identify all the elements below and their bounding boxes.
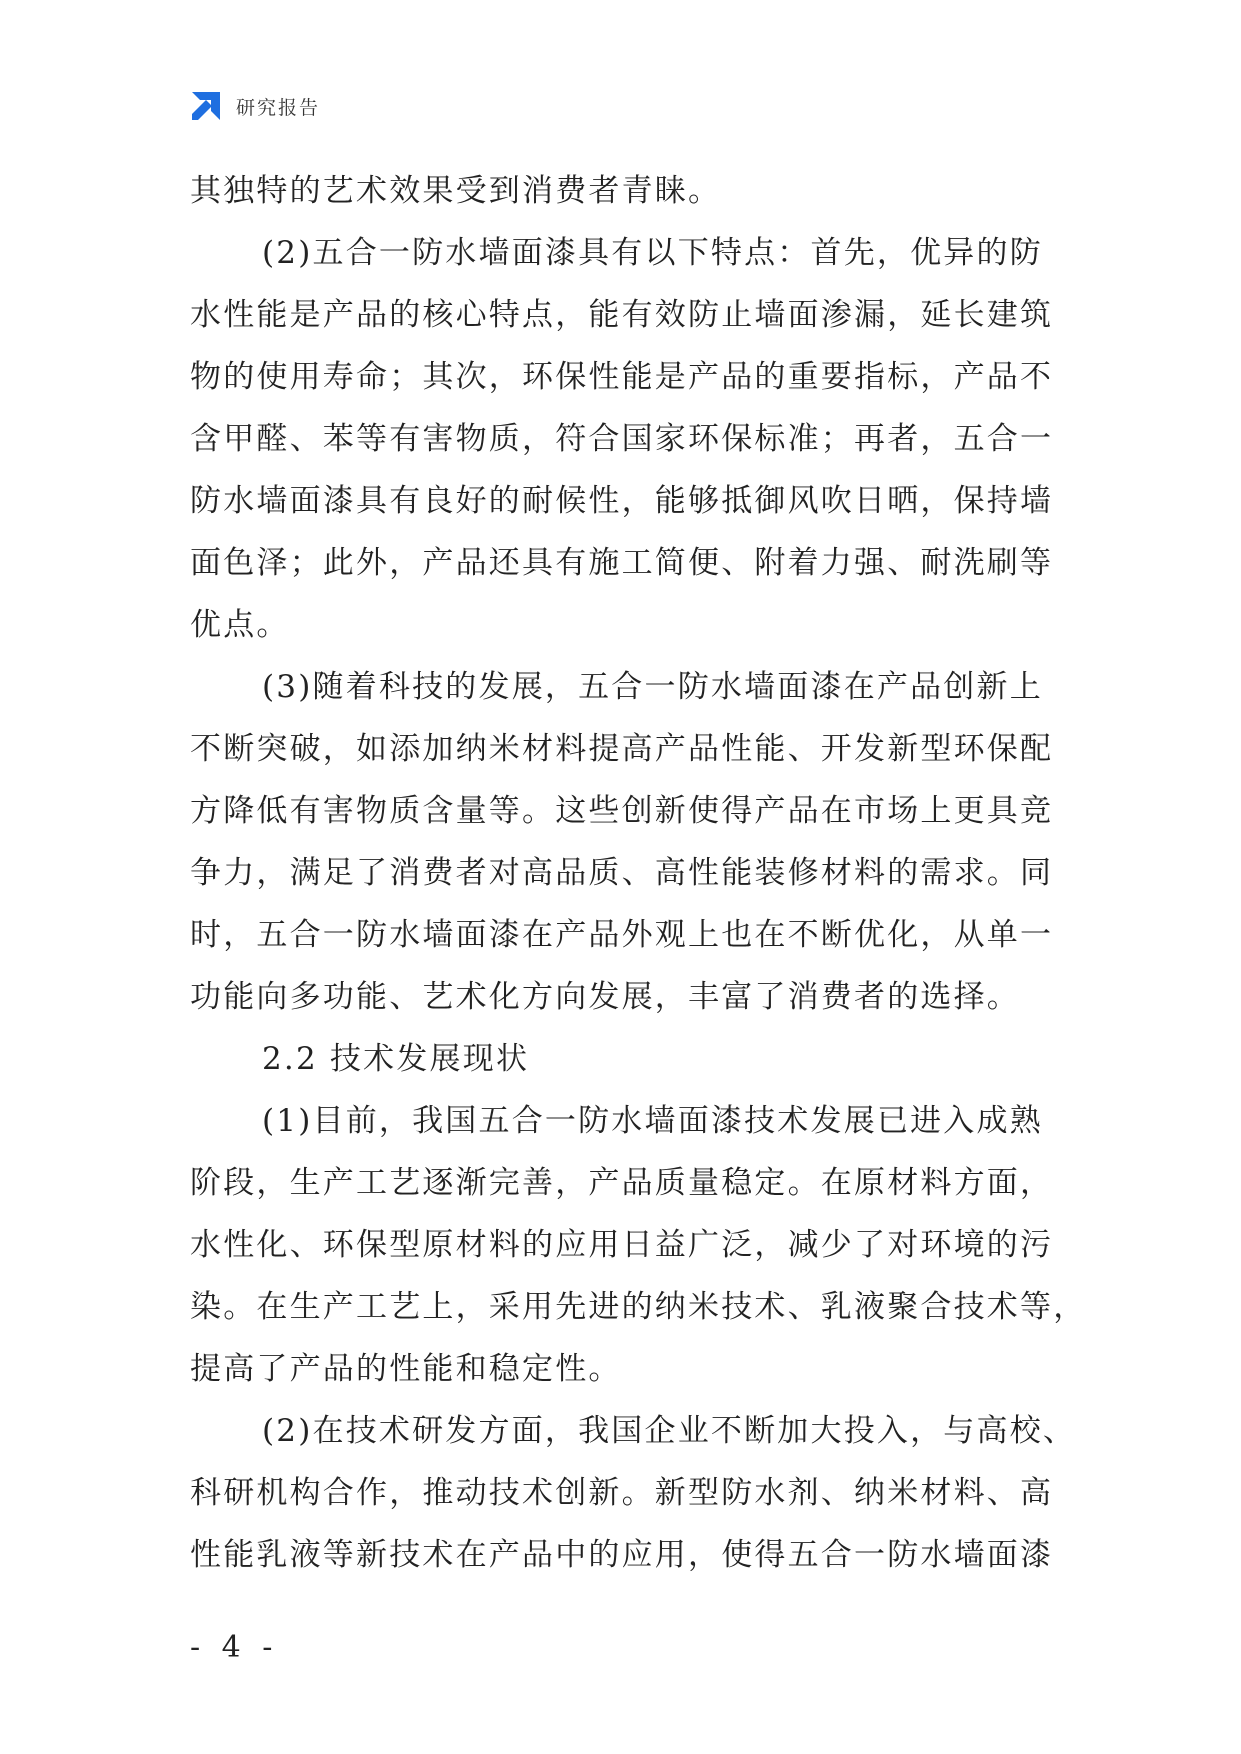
- paragraph-start-line: (3)随着科技的发展，五合一防水墙面漆在产品创新上: [262, 669, 1043, 705]
- paragraph-start-line: (2)五合一防水墙面漆具有以下特点：首先，优异的防: [262, 235, 1043, 271]
- text-line: 优点。: [190, 607, 290, 643]
- text-line: 功能向多功能、艺术化方向发展，丰富了消费者的选择。: [190, 979, 1020, 1015]
- text-line: 时，五合一防水墙面漆在产品外观上也在不断优化，从单一: [190, 917, 1054, 953]
- text-line: 防水墙面漆具有良好的耐候性，能够抵御风吹日晒，保持墙: [190, 483, 1054, 519]
- text-line: 水性能是产品的核心特点，能有效防止墙面渗漏，延长建筑: [190, 297, 1054, 333]
- text-line: 方降低有害物质含量等。这些创新使得产品在市场上更具竞: [190, 793, 1054, 829]
- paragraph-start-line: (2)在技术研发方面，我国企业不断加大投入，与高校、: [262, 1413, 1077, 1449]
- text-line: 不断突破，如添加纳米材料提高产品性能、开发新型环保配: [190, 731, 1054, 767]
- page-number: - 4 -: [190, 1630, 279, 1665]
- text-line: 面色泽；此外，产品还具有施工简便、附着力强、耐洗刷等: [190, 545, 1054, 581]
- text-line: 阶段，生产工艺逐渐完善，产品质量稳定。在原材料方面，: [190, 1165, 1054, 1201]
- text-line: 水性化、环保型原材料的应用日益广泛，减少了对环境的污: [190, 1227, 1054, 1263]
- arrow-up-right-logo-icon: [190, 90, 222, 122]
- section-heading: 2.2 技术发展现状: [262, 1041, 530, 1077]
- text-line: 性能乳液等新技术在产品中的应用，使得五合一防水墙面漆: [190, 1537, 1054, 1573]
- text-line: 科研机构合作，推动技术创新。新型防水剂、纳米材料、高: [190, 1475, 1054, 1511]
- text-line: 物的使用寿命；其次，环保性能是产品的重要指标，产品不: [190, 359, 1054, 395]
- text-line: 其独特的艺术效果受到消费者青睐。: [190, 173, 722, 209]
- report-header: [190, 88, 320, 124]
- text-line: 提高了产品的性能和稳定性。: [190, 1351, 622, 1387]
- paragraph-start-line: (1)目前，我国五合一防水墙面漆技术发展已进入成熟: [262, 1103, 1043, 1139]
- document-body: [190, 160, 1087, 1586]
- report-header-title: 研究报告: [236, 96, 321, 119]
- text-line: 争力，满足了消费者对高品质、高性能装修材料的需求。同: [190, 855, 1054, 891]
- text-line: 染。在生产工艺上，采用先进的纳米技术、乳液聚合技术等，: [190, 1289, 1087, 1325]
- text-line: 含甲醛、苯等有害物质，符合国家环保标准；再者，五合一: [190, 421, 1054, 457]
